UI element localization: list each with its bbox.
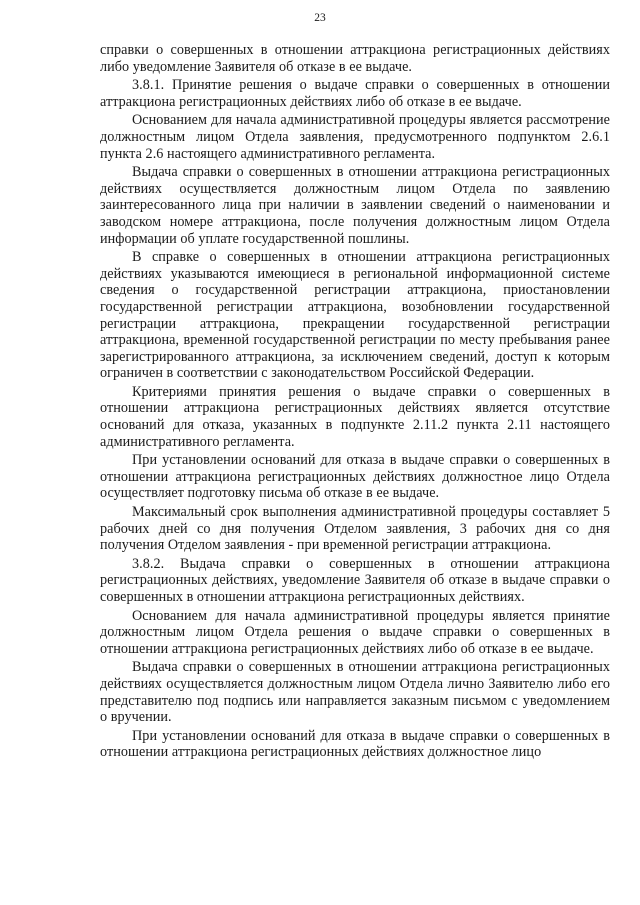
paragraph-basis-decision: Основанием для начала административной процедуры является принятие должностным лицом Отдела решения о выдаче справки о совершенных в отношении аттракциона регистрационных действиях либо об отказе в ее выдаче. xyxy=(100,607,610,657)
paragraph-refusal-grounds: При установлении оснований для отказа в выдаче справки о совершенных в отношении аттракциона регистрационных действиях должностное лицо xyxy=(100,727,610,761)
page-number: 23 xyxy=(314,12,326,24)
paragraph-continuation: справки о совершенных в отношении аттракциона регистрационных действиях либо уведомление Заявителя об отказе в ее выдаче. xyxy=(100,42,610,75)
paragraph-3-8-2: 3.8.2. Выдача справки о совершенных в отношении аттракциона регистрационных действиях, уведомление Заявителя об отказе в выдаче справки о совершенных в отношении аттракциона регистрационных действиях. xyxy=(100,555,610,605)
paragraph-decision-criteria: Критериями принятия решения о выдаче справки о совершенных в отношении аттракциона регистрационных действиях является отсутствие оснований для отказа, указанных в подпункте 2.11.2 пункта 2.11 настоящего административного регламента. xyxy=(100,383,610,450)
paragraph-issuance-conditions: Выдача справки о совершенных в отношении аттракциона регистрационных действиях осуществляется должностным лицом Отдела по заявлению заинтересованного лица при наличии в заявлении сведений о наименовании и заводском номере аттракциона, после получения должностным лицом Отдела информации об уплате государственной пошлины. xyxy=(100,164,610,247)
paragraph-max-duration: Максимальный срок выполнения административной процедуры составляет 5 рабочих дней со дня получения Отделом заявления, 3 рабочих дня со дня получения Отделом заявления - при временной регистрации аттракциона. xyxy=(100,504,610,554)
paragraph-refusal-letter: При установлении оснований для отказа в выдаче справки о совершенных в отношении аттракциона регистрационных действиях должностное лицо Отдела осуществляет подготовку письма об отказе в ее выдаче. xyxy=(100,452,610,502)
paragraph-3-8-1: 3.8.1. Принятие решения о выдаче справки о совершенных в отношении аттракциона регистрационных действиях либо об отказе в ее выдаче. xyxy=(100,77,610,110)
paragraph-delivery-method: Выдача справки о совершенных в отношении аттракциона регистрационных действиях осуществляется должностным лицом Отдела лично Заявителю либо его представителю под подпись или направляется заказным письмом с уведомлением о вручении. xyxy=(100,659,610,726)
paragraph-certificate-contents: В справке о совершенных в отношении аттракциона регистрационных действиях указываются имеющиеся в региональной информационной системе сведения о государственной регистрации аттракциона, приостановлении государственной регистрации аттракциона, возобновлении государственной регистрации аттракциона, прекращении государственной регистрации аттракциона, временной государственной регистрации по месту пребывания ранее зарегистрированного аттракциона, за исключением сведений, доступ к которым ограничен в соответствии с законодательством Российской Федерации. xyxy=(100,249,610,382)
paragraph-basis-review: Основанием для начала административной процедуры является рассмотрение должностным лицом Отдела заявления, предусмотренного подпунктом 2.6.1 пункта 2.6 настоящего административного регламента. xyxy=(100,112,610,162)
